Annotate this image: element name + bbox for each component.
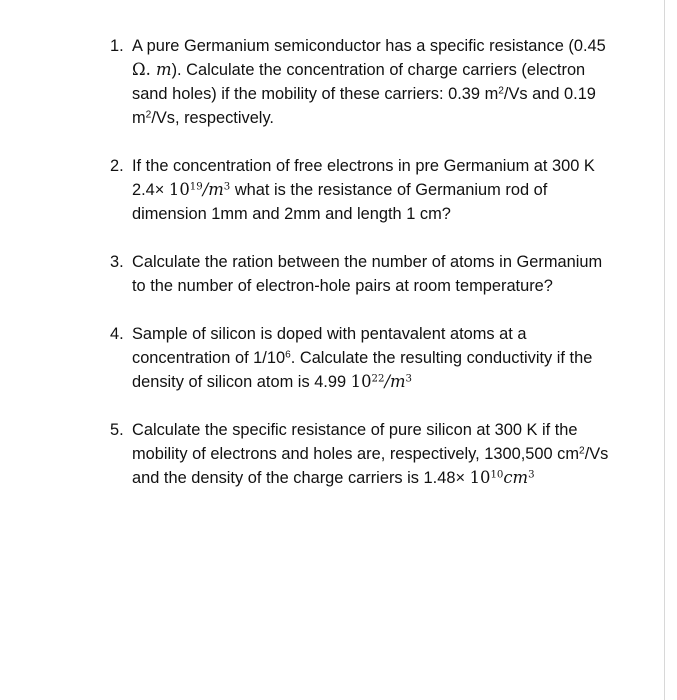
question-text: Calculate the ration between the number of atoms in Germanium to the number of electron-hole pairs at room temperature?: [132, 253, 603, 295]
question-number: 5.: [110, 421, 124, 439]
question-number: 3.: [110, 253, 124, 271]
question-item: [110, 322, 610, 394]
question-text: Sample of silicon is doped with pentavalent atoms at a concentration of $1/10^6$. Calculate the resulting conductivity if the density of silicon atom is 4.99 $10^{22}/m^3$: [132, 325, 593, 391]
question-text: A pure Germanium semiconductor has a specific resistance (0.45 Ω. m). Calculate the concentration of charge carriers (electron sand holes) if the mobility of these carriers: 0.39 $m^2/Vs$ and 0.19 $m^2/Vs$, respectively.: [132, 37, 606, 127]
question-list-container: [110, 34, 610, 514]
question-text: If the concentration of free electrons in pre Germanium at 300 K $2.4\times 10^{19}/m^3$ what is the resistance of Germanium rod of dimension 1mm and 2mm and length 1 cm?: [132, 157, 595, 223]
question-item: [110, 34, 610, 130]
question-text: Calculate the specific resistance of pure silicon at 300 K if the mobility of electrons and holes are, respectively, 1300,500 $cm^2/Vs$ and the density of the charge carriers is $1.48\times 10^{10}cm^3$: [132, 421, 609, 487]
question-list: [110, 34, 610, 490]
question-number: 4.: [110, 325, 124, 343]
page-edge-divider: [664, 0, 665, 700]
question-number: 2.: [110, 157, 124, 175]
question-number: 1.: [110, 37, 124, 55]
question-item: [110, 418, 610, 490]
question-item: [110, 154, 610, 226]
question-item: [110, 250, 610, 298]
